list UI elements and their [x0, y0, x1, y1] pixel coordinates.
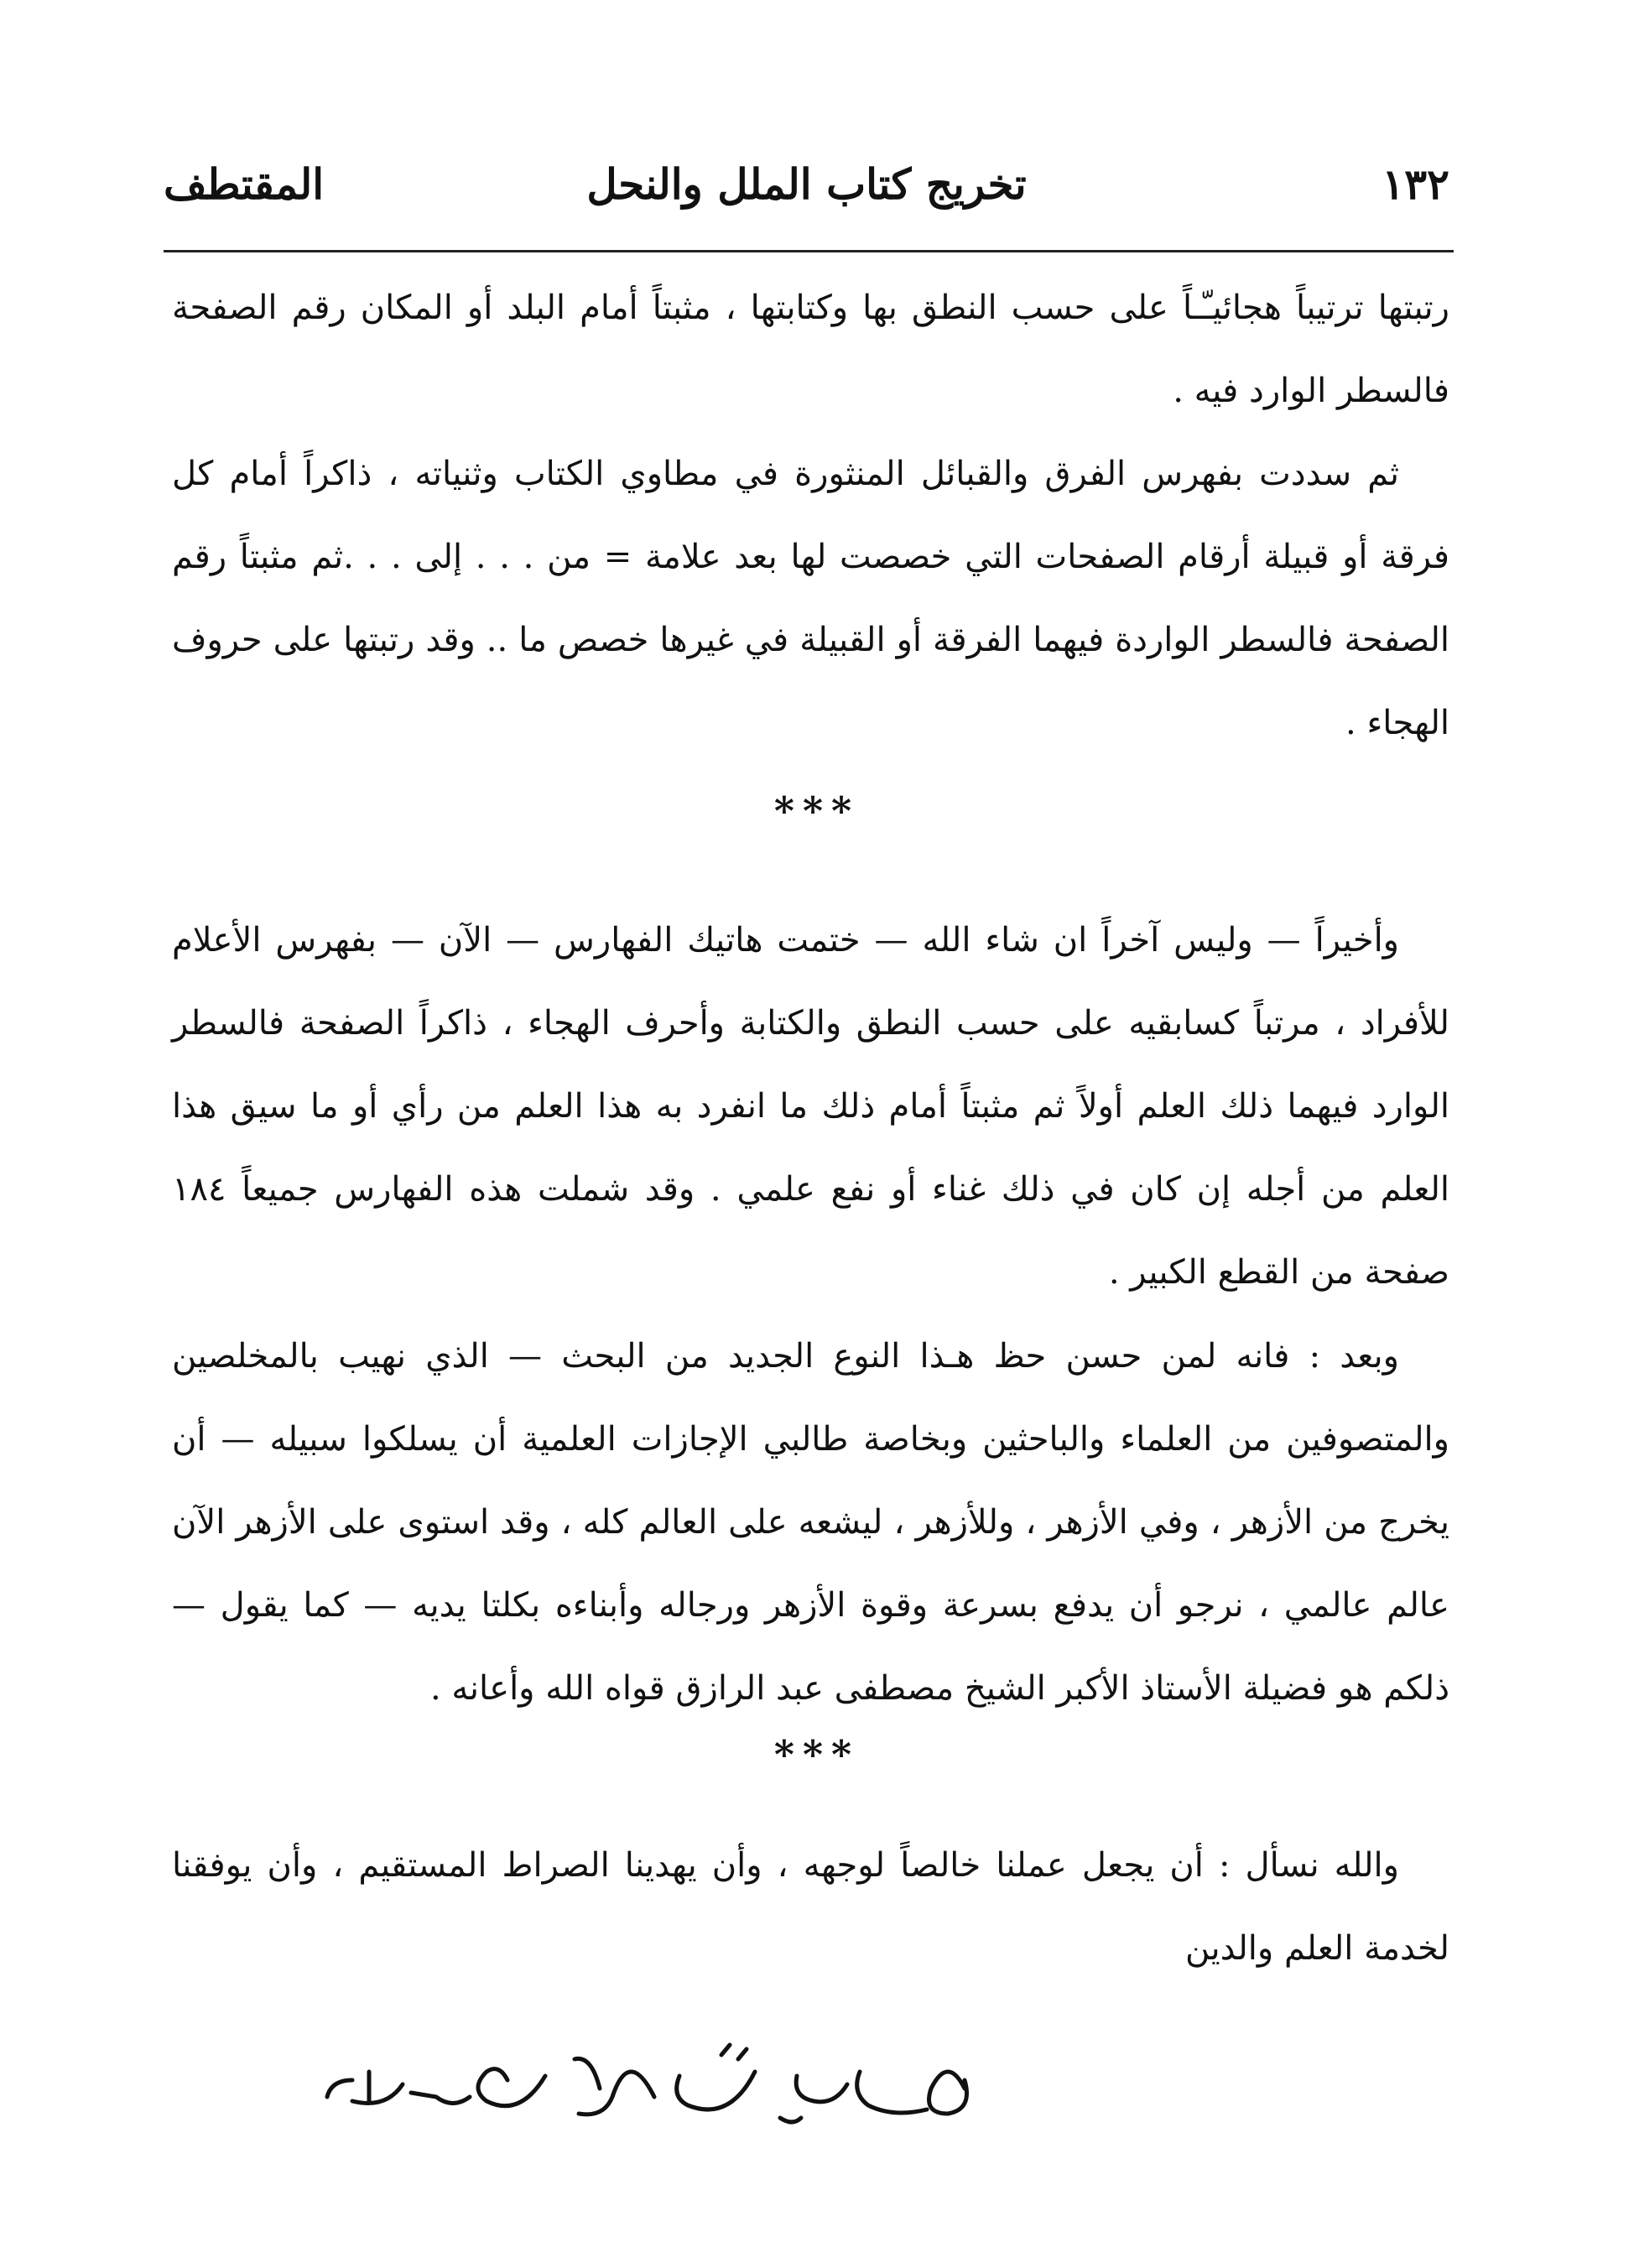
section-label: المقتطف [164, 159, 325, 209]
book-title: تخريج كتاب الملل والنحل [586, 159, 1027, 209]
page-number: ١٣٢ [1382, 159, 1449, 209]
section-separator: *** [773, 1732, 861, 1777]
author-signature [0, 2038, 1634, 2156]
section-separator: *** [773, 788, 861, 834]
paragraph-sects-index: ثم سددت بفهرس الفرق والقبائل المنثورة في مطاوي الكتاب وثنياته ، ذاكراً أمام كل فرقة أو قبيلة أرقام الصفحات التي خصصت لها بعد علامة = من . . . إلى . . .ثم مثبتاً رقم الصفحة فالسطر الواردة فيهما الفرقة أو القبيلة في غيرها خصص ما .. وقد رتبتها على حروف الهجاء . [172, 455, 1449, 742]
paragraph-places-index: رتبتها ترتيباً هجائيـّـاً على حسب النطق بها وكتابتها ، مثبتاً أمام البلد أو المكان رقم الصفحة فالسطر الوارد فيه . [172, 289, 1449, 410]
paragraph-azhar-note: وبعد : فانه لمن حسن حظ هـذا النوع الجديد من البحث — الذي نهيب بالمخلصين والمتصوفين من العلماء والباحثين وبخاصة طالبي الإجازات العلمية أن يسلكوا سبيله — أن يخرج من الأزهر ، وفي الأزهر ، وللأزهر ، ليشعه على العالم كله ، وقد استوى على الأزهر الآن عالم عالمي ، نرجو أن يدفع بسرعة وقوة الأزهر ورجاله وأبناءه بكلتا يديه — كما يقول — ذلكم هو فضيلة الأستاذ الأكبر الشيخ مصطفى عبد الرازق قواه الله وأعانه . [172, 1337, 1449, 1708]
paragraph-persons-index: وأخيراً — وليس آخراً ان شاء الله — ختمت هاتيك الفهارس — الآن — بفهرس الأعلام للأفراد ، مرتباً كسابقيه على حسب النطق والكتابة وأحرف الهجاء ، ذاكراً الصفحة فالسطر الوارد فيهما ذلك العلم أولاً ثم مثبتاً أمام ذلك ما انفرد به هذا العلم من رأي أو ما سيق هذا العلم من أجله إن كان في ذلك غناء أو نفع علمي . وقد شملت هذه الفهارس جميعاً ١٨٤ صفحة من القطع الكبير . [172, 921, 1449, 1292]
running-header [164, 159, 1449, 235]
header-rule [164, 250, 1454, 252]
paragraph-closing-prayer: والله نسأل : أن يجعل عملنا خالصاً لوجهه ، وأن يهدينا الصراط المستقيم ، وأن يوفقنا لخدمة العلم والدين [172, 1846, 1449, 1968]
